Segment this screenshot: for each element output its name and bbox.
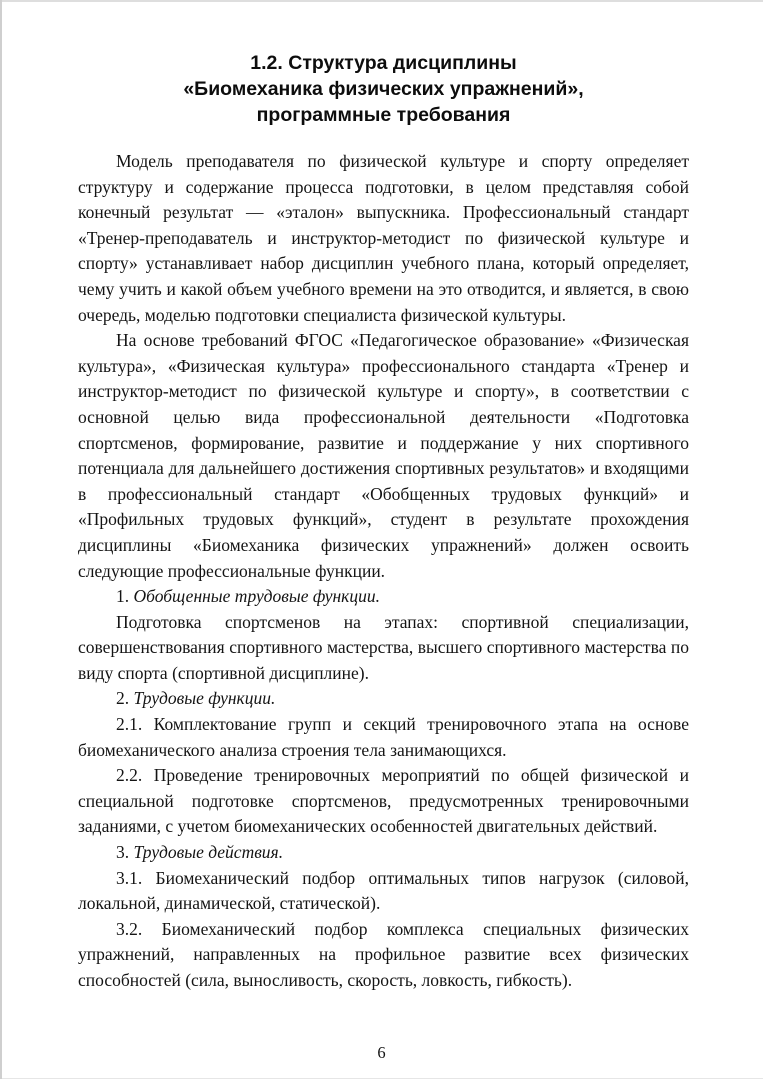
text-run: 3.1. Биомеханический подбор оптимальных типов нагрузок (силовой, локальной, динамической, статической). <box>78 867 689 914</box>
text-run: 3.2. Биомеханический подбор комплекса специальных физических упражнений, направленных на профильное развитие всех физических способностей (сила, выносливость, скорость, ловкость, гибкость). <box>78 918 689 990</box>
italic-text-run: Трудовые функции. <box>133 688 276 709</box>
text-run: На основе требований ФГОС «Педагогическое образование» «Физическая культура», «Физическая культура» профессионального стандарта «Тренер и инструктор-методист по физической культуре и спорту», в соответствии с основной целью вида профессиональной деятельности «Подготовка спортсменов, формирование, развитие и поддержание у них спортивного потенциала для дальнейшего достижения спортивных результатов» и входящими в профессиональный стандарт «Обобщенных трудовых функций» и «Профильных трудовых функций», студент в результате прохождения дисциплины «Биомеханика физических упражнений» должен освоить следующие профессиональные функции. <box>78 330 689 581</box>
paragraph <box>78 686 689 712</box>
paragraph <box>78 763 689 840</box>
text-run: 3. <box>116 842 134 863</box>
text-run: Модель преподавателя по физической культуре и спорту определяет структуру и содержание процесса подготовки, в целом представляя собой конечный результат — «эталон» выпускника. Профессиональный стандарт «Тренер-преподаватель и инструктор-методист по физической культуре и спорту» устанавливает набор дисциплин учебного плана, который определяет, чему учить и какой объем учебного времени на это отводится, и является, в свою очередь, моделью подготовки специалиста физической культуры. <box>78 151 689 325</box>
section-title-line: программные требования <box>256 104 511 126</box>
paragraph <box>78 328 689 584</box>
paragraph <box>78 917 689 994</box>
paragraph <box>78 610 689 687</box>
italic-text-run: Обобщенные трудовые функции. <box>133 586 380 607</box>
paragraph <box>78 149 689 328</box>
paragraph <box>78 840 689 866</box>
page-footer <box>0 1043 763 1063</box>
paragraph <box>78 584 689 610</box>
text-run: 2. <box>116 688 134 709</box>
page-number: 6 <box>377 1043 386 1062</box>
body-text <box>78 149 689 994</box>
paragraph <box>78 866 689 917</box>
text-run: 1. <box>116 586 134 607</box>
paragraph <box>78 712 689 763</box>
italic-text-run: Трудовые действия. <box>133 842 284 863</box>
text-run: Подготовка спортсменов на этапах: спортивной специализации, совершенствования спортивного мастерства, высшего спортивного мастерства по виду спорта (спортивной дисциплине). <box>78 611 689 683</box>
section-title-line: 1.2. Структура дисциплины <box>250 52 517 74</box>
section-title <box>78 50 689 128</box>
text-run: 2.2. Проведение тренировочных мероприятий по общей физической и специальной подготовке спортсменов, предусмотренных тренировочными заданиями, с учетом биомеханических особенностей двигательных действий. <box>78 765 689 837</box>
section-title-line: «Биомеханика физических упражнений», <box>183 78 584 100</box>
text-run: 2.1. Комплектование групп и секций тренировочного этапа на основе биомеханического анализа строения тела занимающихся. <box>78 714 689 760</box>
